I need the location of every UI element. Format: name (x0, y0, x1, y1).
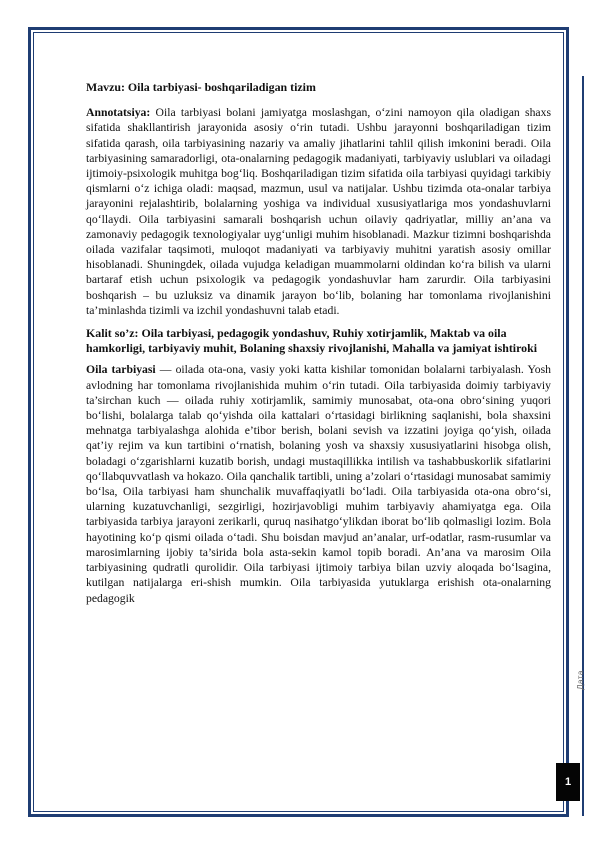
body-paragraph (86, 362, 551, 605)
abstract-paragraph (86, 105, 551, 318)
document-body (86, 80, 551, 606)
document-title: Mavzu: Oila tarbiyasi- boshqariladigan tizim (86, 80, 316, 94)
margin-rule (582, 76, 584, 816)
abstract-label: Annotatsiya: (86, 106, 151, 120)
margin-date-label: Дата (576, 670, 585, 690)
keywords-paragraph: Kalit so’z: Oila tarbiyasi, pedagogik yondashuv, Ruhiy xotirjamlik, Maktab va oila hamkorligi, tarbiyaviy muhit, Bolaning shaxsiy rivojlanishi, Mahalla va jamiyat ishtiroki (86, 326, 538, 356)
page-number: 1 (556, 763, 580, 801)
abstract-text: Oila tarbiyasi bolani jamiyatga moslashgan, o‘zini namoyon qila oladigan shaxs sifatida shakllantirish jarayonida asosiy o‘rin tutadi. Ushbu jarayonni boshqariladigan tizim sifatida qarash, oila tarbiyasining nazariy va amaliy jihatlarini tahlil qilish imkonini beradi. Oila tarbiyasining samaradorligi, ota-onalarning pedagogik madaniyati, tarbiyaviy uslublari va oiladagi ijtimoiy-psixologik muhitga bog‘liq. Boshqariladigan tizim sifatida oila tarbiyasi quyidagi tarkibiy qismlarni o‘z ichiga oladi: maqsad, mazmun, usul va natijalar. Ushbu tizimda ota-onalar tarbiya jarayonini rejalashtirib, bolalarning yoshiga va individual xususiyatlariga mos yondashuvlarni qo‘llaydi. Oila tarbiyasini samarali boshqarish uchun oilaviy qadriyatlar, milliy an’ana va zamonaviy pedagogik texnologiyalar uyg‘unligi muhim hisoblanadi. Mazkur tizimni boshqarishda oilada vazifalar taqsimoti, muloqot madaniyati va tarbiyaviy muhitni yaratish asosiy omillar hisoblanadi. Shuningdek, oilada vujudga keladigan muammolarni oldindan ko‘ra bilish va ularni bartaraf etish uchun psixologik va pedagogik yondashuvlar ham zarurdir. Oila tarbiyasini boshqarish – bu uzluksiz va dinamik jarayon bo‘lib, bolaning har tomonlama rivojlanishini ta’minlashda tizimli va izchil yondashuvni talab etadi. (86, 106, 551, 317)
body-term: Oila tarbiyasi (86, 363, 156, 377)
body-text: — oilada ota-ona, vasiy yoki katta kishilar tomonidan bolalarni tarbiyalash. Yosh avlodning har tomonlama rivojlanishida muhim o‘rin tutadi. Oila tarbiyasida doimiy tarbiyaviy ta’sirchan kuch — oilada ruhiy xotirjamlik, samimiy munosabat, ota-ona obro‘sining yuqori bo‘lishi, bolalarga talab qo‘yishda oila kattalari o‘rtasidagi birlikning saqlanishi, bola shaxsini mehnatga tarbiyalashga alohida e’tibor berish, bolani sevish va izzatini joyiga qo‘yish, oilada qat’iy rejim va kun tartibini o‘rnatish, bolaning yosh va shaxsiy xususiyatlarini hisobga olish, boladagi o‘zgarishlarni kuzatib borish, undagi mustaqillikka intilish va tashabbuskorlik sifatlarini qo‘llabquvvatlash va hokazo. Oila qanchalik tartibli, uning a’zolari o‘rtasidagi munosabat samimiy bo‘lsa, Oila tarbiyasi ham shunchalik muvaffaqiyatli bo‘ladi. Oila tarbiyasida ota-ona obro‘si, ularning kuzatuvchanligi, sezgirligi, hozirjavobligi muhim tarbiyaviy ahamiyatga ega. Oila tarbiyasida tarbiya jarayoni zerikarli, quruq nasihatgo‘ylikdan iborat bo‘lib qolmasligi lozim. Bola hayotining ko‘p qismi oilada o‘tadi. Shu boisdan mavjud an’analar, urf-odatlar, rasm-rusumlar va marosimlarning ijobiy ta’sirida bola asta-sekin kamol topib boradi. An’ana va marosim Oila tarbiyasining qudratli qurolidir. Oila tarbiyasi ijtimoiy tarbiya bilan uzviy aloqada bo‘lsagina, kutilgan natijalarga eri-shish mumkin. Oila tarbiyasida yutuklarga erishish ota-onalarning pedagogik (86, 363, 551, 605)
